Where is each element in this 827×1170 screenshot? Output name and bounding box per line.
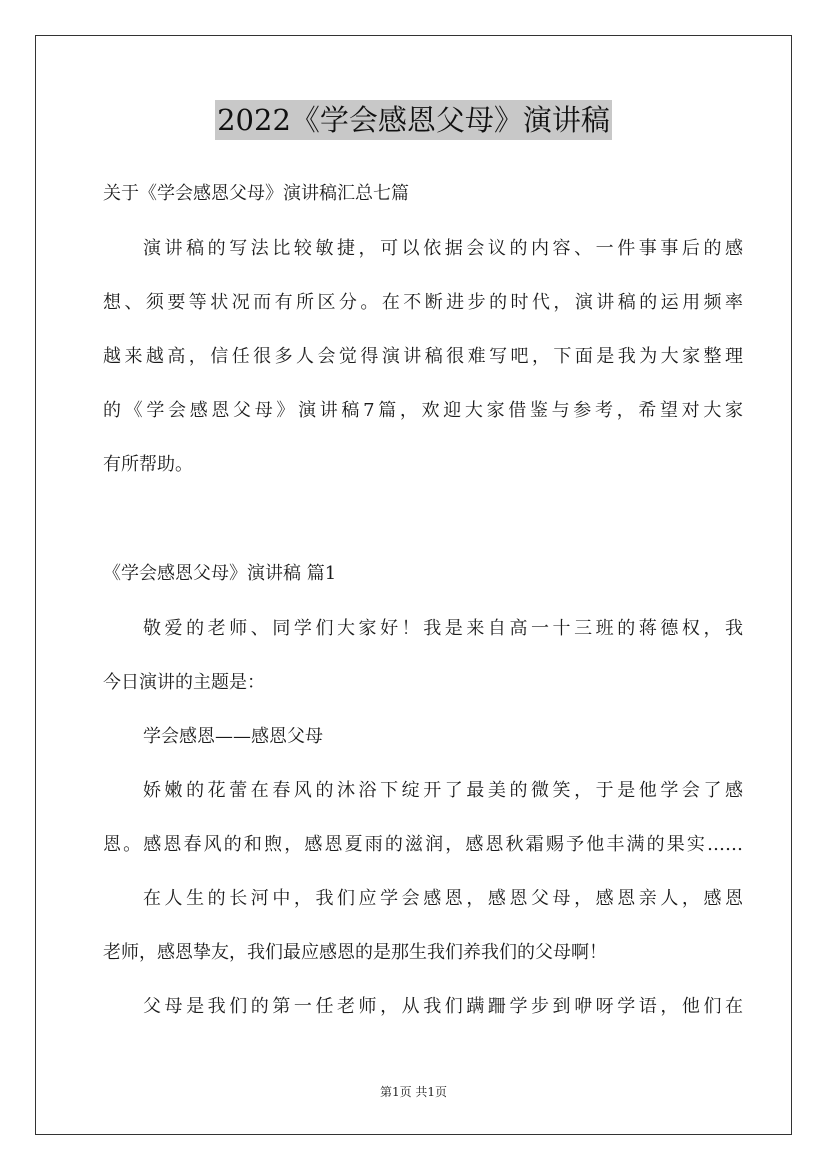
body-line: 敬爱的老师、同学们大家好！我是来自高一十三班的蒋德权，我 — [143, 618, 743, 639]
subtitle: 关于《学会感恩父母》演讲稿汇总七篇 — [103, 183, 409, 204]
body-line: 恩。感恩春风的和煦，感恩夏雨的滋润，感恩秋霜赐予他丰满的果实…… — [103, 834, 743, 855]
body-line: 今日演讲的主题是： — [103, 672, 265, 693]
body-line: 父母是我们的第一任老师，从我们蹒跚学步到咿呀学语，他们在 — [143, 996, 743, 1017]
document-title: 2022《学会感恩父母》演讲稿 — [215, 100, 612, 140]
intro-line: 想、须要等状况而有所区分。在不断进步的时代，演讲稿的运用频率 — [103, 292, 743, 313]
title-container — [0, 100, 827, 140]
intro-line: 有所帮助。 — [103, 454, 193, 475]
section-heading: 《学会感恩父母》演讲稿 篇1 — [103, 563, 337, 584]
body-line: 老师，感恩挚友，我们最应感恩的是那生我们养我们的父母啊！ — [103, 942, 607, 963]
body-line: 学会感恩——感恩父母 — [143, 726, 323, 747]
page-footer: 第1页 共1页 — [379, 1085, 448, 1099]
intro-line: 越来越高，信任很多人会觉得演讲稿很难写吧，下面是我为大家整理 — [103, 346, 743, 367]
body-line: 娇嫩的花蕾在春风的沐浴下绽开了最美的微笑，于是他学会了感 — [143, 780, 743, 801]
body-line: 在人生的长河中，我们应学会感恩，感恩父母，感恩亲人，感恩 — [143, 888, 743, 909]
intro-line: 演讲稿的写法比较敏捷，可以依据会议的内容、一件事事后的感 — [143, 238, 743, 259]
intro-line: 的《学会感恩父母》演讲稿7篇，欢迎大家借鉴与参考，希望对大家 — [103, 400, 743, 421]
